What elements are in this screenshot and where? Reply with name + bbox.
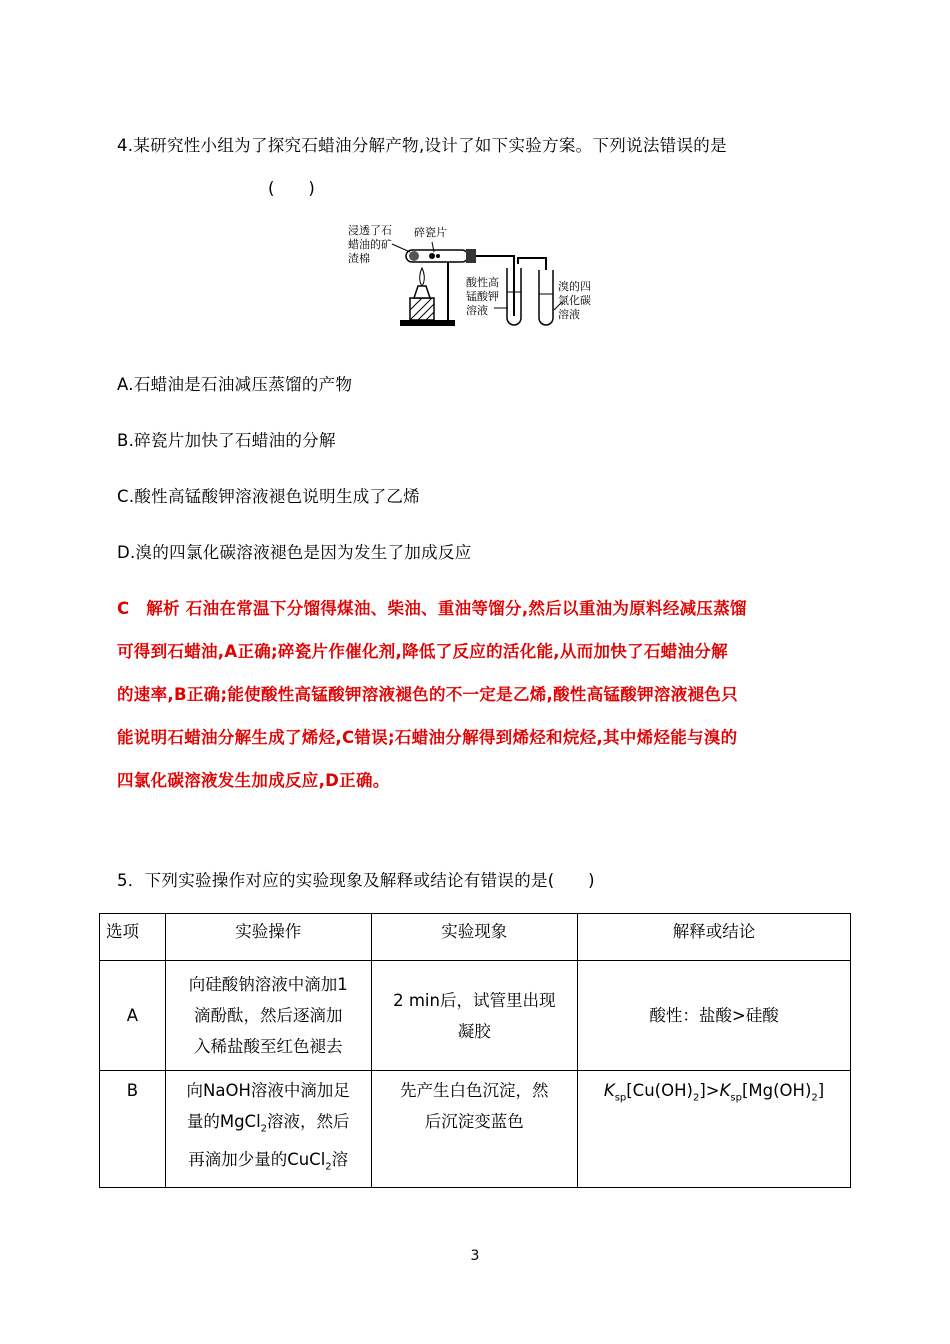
ksp-close: ] bbox=[817, 1081, 825, 1100]
q4-answer-line-3: 的速率,B正确;能使酸性高锰酸钾溶液褪色的不一定是乙烯,酸性高锰酸钾溶液褪色只 bbox=[117, 685, 738, 704]
row-b-op3b: 溶 bbox=[331, 1150, 349, 1170]
q4-stem: 4.某研究性小组为了探究石蜡油分解产物,设计了如下实验方案。下列说法错误的是 bbox=[117, 136, 727, 155]
row-b-op3a: 再滴加少量的CuCl bbox=[188, 1150, 326, 1170]
header-operation: 实验操作 bbox=[165, 914, 371, 961]
header-option: 选项 bbox=[100, 914, 166, 961]
row-b-op2a: 量的MgCl bbox=[186, 1112, 261, 1131]
row-a-operation-line-3: 入稀盐酸至红色褪去 bbox=[193, 1037, 343, 1056]
row-a-phenomenon-line-2: 凝胶 bbox=[457, 1021, 491, 1041]
q4-option-b: B.碎瓷片加快了石蜡油的分解 bbox=[117, 431, 336, 450]
row-b-option: B bbox=[100, 1071, 166, 1188]
row-b-operation-line-1: 向NaOH溶液中滴加足 bbox=[186, 1081, 350, 1100]
q4-option-a: A.石蜡油是石油减压蒸馏的产物 bbox=[117, 375, 353, 394]
table-header-row bbox=[100, 914, 851, 961]
q5-table bbox=[99, 913, 851, 1188]
q4-answer-line-4: 能说明石蜡油分解生成了烯烃,C错误;石蜡油分解得到烯烃和烷烃,其中烯烃能与溴的 bbox=[117, 728, 738, 747]
ksp-gt: ]> bbox=[699, 1081, 720, 1100]
q4-answer-blank: ( ) bbox=[268, 179, 316, 198]
row-b-conclusion bbox=[578, 1071, 851, 1188]
row-b-phenomenon-line-1: 先产生白色沉淀，然 bbox=[400, 1081, 549, 1100]
row-a-option: A bbox=[100, 961, 166, 1071]
label-mineral-wool-2: 蜡油的矿 bbox=[348, 238, 392, 251]
row-b-op2sub: 2 bbox=[260, 1123, 268, 1135]
ksp-mg: [Mg(OH) bbox=[741, 1081, 812, 1100]
ksp-mg-sub: 2 bbox=[811, 1092, 818, 1104]
row-a-conclusion: 酸性：盐酸>硅酸 bbox=[578, 961, 851, 1071]
header-phenomenon: 实验现象 bbox=[371, 914, 578, 961]
label-porcelain: 碎瓷片 bbox=[414, 226, 447, 239]
apparatus-figure bbox=[348, 220, 610, 336]
label-mineral-wool-1: 浸透了石 bbox=[348, 224, 392, 237]
q4-answer-line-5: 四氯化碳溶液发生加成反应,D正确。 bbox=[117, 771, 390, 790]
label-mineral-wool-3: 渣棉 bbox=[348, 252, 370, 265]
label-kmno4-3: 溶液 bbox=[466, 304, 488, 317]
q4-answer-line-2: 可得到石蜡油,A正确;碎瓷片作催化剂,降低了反应的活化能,从而加快了石蜡油分解 bbox=[117, 642, 728, 661]
page-number: 3 bbox=[470, 1248, 480, 1264]
row-a-operation-line-2: 滴酚酞，然后逐滴加 bbox=[193, 1006, 343, 1025]
row-a-operation-line-1: 向硅酸钠溶液中滴加1 bbox=[188, 975, 348, 994]
label-kmno4-2: 锰酸钾 bbox=[466, 290, 499, 303]
q4-answer-line-1: C 解析 石油在常温下分馏得煤油、柴油、重油等馏分,然后以重油为原料经减压蒸馏 bbox=[117, 599, 747, 618]
row-b-phenomenon bbox=[371, 1071, 578, 1188]
row-b-operation-line-3 bbox=[172, 1144, 365, 1182]
ksp-cu-sub: 2 bbox=[692, 1092, 700, 1104]
label-bromine-3: 溶液 bbox=[558, 308, 580, 321]
row-a-phenomenon bbox=[371, 961, 578, 1071]
table-row bbox=[100, 1071, 851, 1188]
table-row bbox=[100, 961, 851, 1071]
row-b-operation-line-2 bbox=[172, 1106, 365, 1144]
ksp-k-2: K bbox=[719, 1081, 731, 1100]
row-b-op2b: 溶液，然后 bbox=[267, 1112, 350, 1131]
row-a-phenomenon-line-1: 2 min后，试管里出现 bbox=[393, 990, 556, 1010]
q5-stem: 5．下列实验操作对应的实验现象及解释或结论有错误的是( ) bbox=[117, 871, 595, 890]
q4-option-c: C.酸性高锰酸钾溶液褪色说明生成了乙烯 bbox=[117, 487, 420, 506]
label-bromine-2: 氯化碳 bbox=[558, 294, 591, 307]
row-a-operation bbox=[165, 961, 371, 1071]
ksp-sp-2: sp bbox=[730, 1092, 742, 1104]
label-kmno4-1: 酸性高 bbox=[466, 276, 499, 289]
row-b-phenomenon-line-2: 后沉淀变蓝色 bbox=[424, 1112, 524, 1131]
label-bromine-1: 溴的四 bbox=[558, 280, 591, 293]
row-b-operation bbox=[165, 1071, 371, 1188]
header-conclusion: 解释或结论 bbox=[578, 914, 851, 961]
ksp-cu: [Cu(OH) bbox=[626, 1081, 693, 1100]
ksp-k-1: K bbox=[603, 1081, 615, 1100]
ksp-sp-1: sp bbox=[614, 1092, 627, 1104]
row-b-op3sub: 2 bbox=[325, 1161, 332, 1173]
q4-option-d: D.溴的四氯化碳溶液褪色是因为发生了加成反应 bbox=[117, 543, 472, 562]
